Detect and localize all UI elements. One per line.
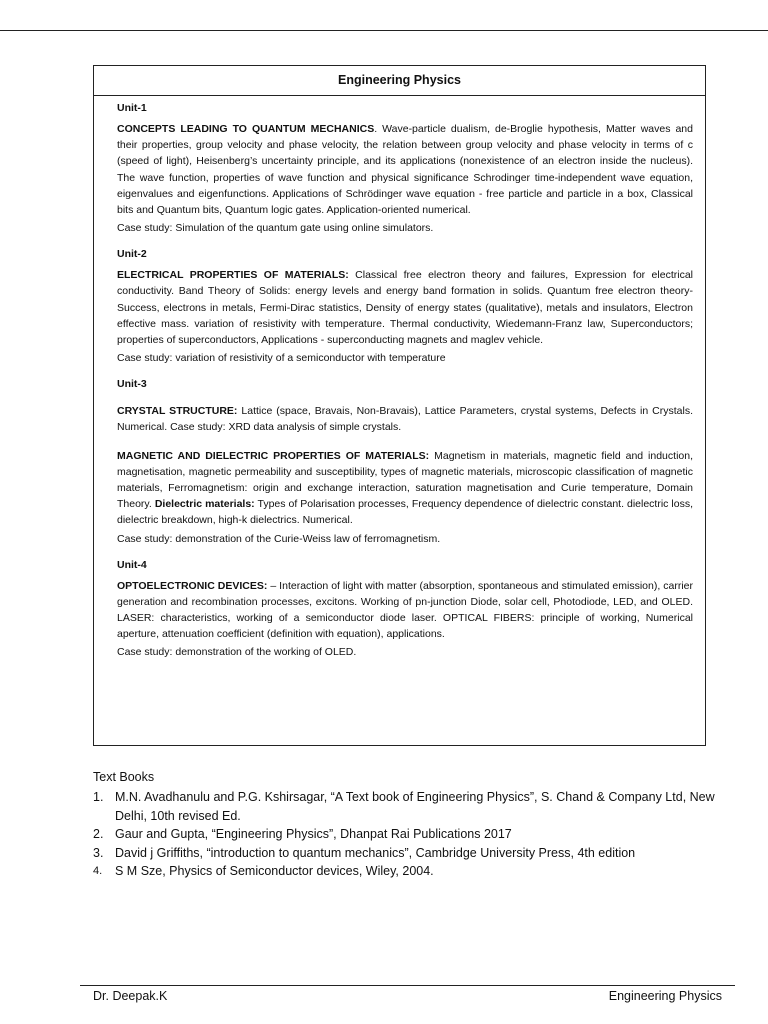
unit-3 [117, 378, 693, 546]
unit-heading: Unit-4 [117, 558, 147, 571]
unit-description [117, 403, 693, 435]
list-item [93, 788, 733, 825]
topic-title: MAGNETIC AND DIELECTRIC PROPERTIES OF MATERIALS: [117, 449, 430, 462]
list-item [93, 862, 733, 881]
list-number: 4. [93, 865, 103, 877]
text-books-section [93, 768, 733, 881]
unit-4 [117, 559, 693, 661]
case-study: Case study: Simulation of the quantum gate using online simulators. [117, 222, 434, 235]
list-item [93, 844, 733, 863]
topic-text: Lattice (space, Bravais, Non-Bravais), Lattice Parameters, crystal systems, Defects in Crystals. Numerical. Case study: XRD data analysis of simple crystals. [117, 405, 693, 434]
case-study: Case study: demonstration of the working of OLED. [117, 646, 357, 659]
book-citation: S M Sze, Physics of Semiconductor devices, Wiley, 2004. [115, 864, 434, 878]
topic-title: ELECTRICAL PROPERTIES OF MATERIALS: [117, 269, 349, 282]
unit-1 [117, 102, 693, 236]
book-citation: M.N. Avadhanulu and P.G. Kshirsagar, “A Text book of Engineering Physics”, S. Chand & Company Ltd, New Delhi, 10th revised Ed. [115, 790, 715, 823]
syllabus-title: Engineering Physics [94, 66, 705, 96]
list-item [93, 825, 733, 844]
topic-title: Dielectric materials: [154, 498, 255, 511]
unit-2 [117, 248, 693, 366]
topic-title: OPTOELECTRONIC DEVICES: [117, 579, 268, 592]
book-citation: Gaur and Gupta, “Engineering Physics”, Dhanpat Rai Publications 2017 [115, 827, 512, 841]
topic-text: Classical free electron theory and failures, Expression for electrical conductivity. Band Theory of Solids: energy levels and energy band formation in solids. Quantum free electron theory-Success, electrons in metals, Fermi-Dirac statistics, Density of energy states (qualitative), metals and insulators, Electron effective mass. variation of resistivity with temperature. Thermal conductivity, Wiedemann-Franz law, Superconductors; properties of superconductors, Applications - superconducting magnets and maglev vehicle. [117, 269, 693, 347]
case-study: Case study: variation of resistivity of a semiconductor with temperature [117, 352, 446, 365]
syllabus-body [94, 96, 705, 660]
list-number: 1. [93, 790, 104, 804]
topic-text: – Interaction of light with matter (absorption, spontaneous and stimulated emission), carrier generation and recombination processes, excitons. Working of pn-junction Diode, solar cell, Photodiode, LED, and OLED. LASER: characteristics, working of a semiconductor diode laser. OPTICAL FIBERS: principle of working, Numerical aperture, attenuation coefficient (definition with equation), applications. [117, 579, 693, 641]
footer-course-title: Engineering Physics [608, 989, 722, 1003]
footer-author: Dr. Deepak.K [93, 989, 168, 1003]
list-number: 2. [93, 827, 104, 841]
case-study: Case study: demonstration of the Curie-Weiss law of ferromagnetism. [117, 532, 441, 545]
unit-heading: Unit-3 [117, 378, 147, 391]
unit-heading: Unit-2 [117, 248, 147, 261]
syllabus-table [93, 65, 706, 746]
topic-title: CONCEPTS LEADING TO QUANTUM MECHANICS [117, 123, 375, 135]
unit-heading: Unit-1 [117, 102, 147, 114]
unit-description [117, 578, 693, 643]
unit-description [117, 267, 693, 348]
unit-description [117, 121, 693, 218]
topic-text: Magnetism in materials, magnetic field and induction, magnetisation, magnetic permeability and susceptibility, types of magnetic materials, microscopic classification of magnetic materials, Ferromagnetism: origin and exchange interaction, saturation magnetisation and Curie temperature, Domain Theory. [117, 449, 693, 511]
unit-description [117, 448, 693, 529]
footer-rule [80, 985, 735, 986]
text-books-heading: Text Books [93, 770, 155, 784]
header-rule [0, 30, 768, 31]
book-citation: David j Griffiths, “introduction to quantum mechanics”, Cambridge University Press, 4th edition [115, 845, 636, 860]
topic-title: CRYSTAL STRUCTURE: [117, 405, 238, 418]
topic-text: Types of Polarisation processes, Frequency dependence of dielectric constant. dielectric loss, dielectric breakdown, high-k dielectrics. Numerical. [117, 498, 693, 527]
list-number: 3. [93, 845, 104, 860]
topic-text: . Wave-particle dualism, de-Broglie hypothesis, Matter waves and their properties, group velocity and phase velocity, the relation between group velocity and phase velocity in terms of c (speed of light), Heisenberg’s uncertainty principle, and its applications (nonexistence of an electron inside the nucleus). The wave function, properties of wave function and physical significance Schrodinger time-independent wave equation, eigenvalues and eigenfunctions. Applications of Schrödinger wave equation - free particle and particle in a box, Classical bits and Quantum bits, Quantum logic gates. Application-oriented numerical. [117, 123, 693, 217]
